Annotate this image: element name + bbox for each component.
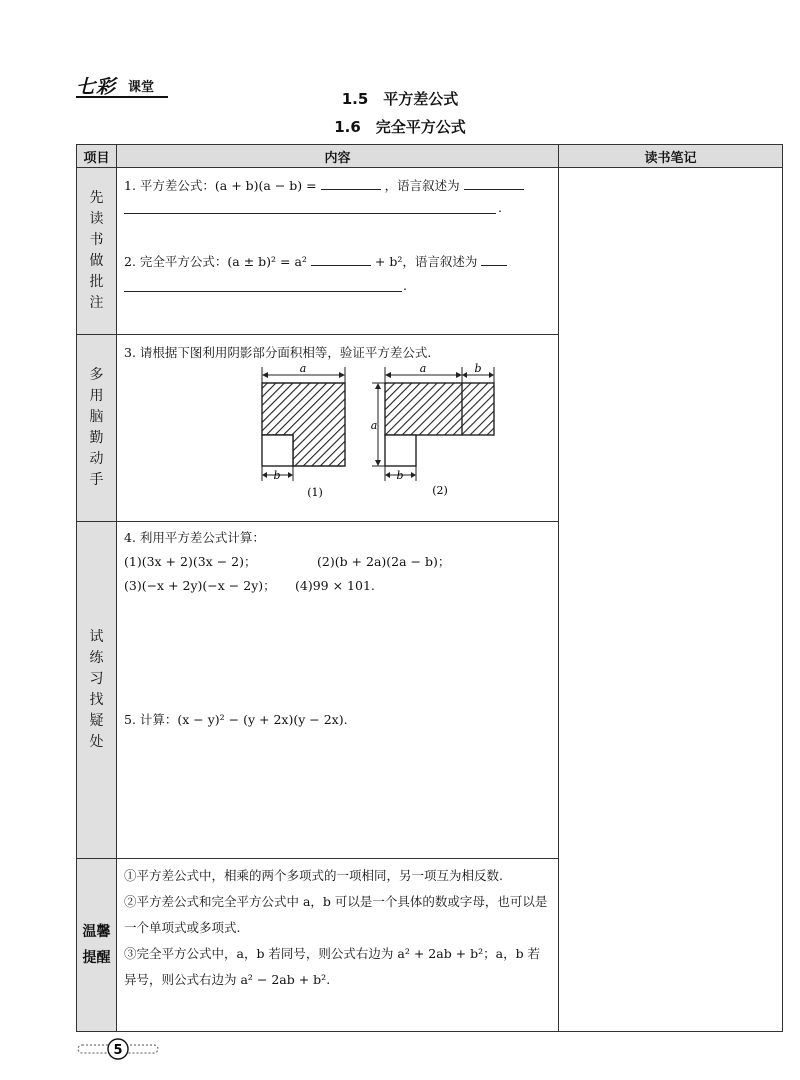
header-content: 内容 bbox=[117, 145, 559, 168]
end-period: . bbox=[403, 278, 407, 293]
area-figure bbox=[117, 363, 559, 513]
end-period: . bbox=[498, 200, 502, 215]
section-title-1: 1.5 平方差公式 bbox=[341, 90, 459, 108]
category-cell bbox=[77, 168, 117, 335]
answer-blank[interactable] bbox=[464, 177, 524, 190]
question-5: 5. 计算：(x − y)² − (y + 2x)(y − 2x). bbox=[124, 712, 348, 727]
answer-blank[interactable] bbox=[481, 253, 507, 266]
question-1-tail: ，语言叙述为 bbox=[384, 178, 460, 193]
header-item: 项目 bbox=[77, 145, 117, 168]
tips-list bbox=[124, 863, 550, 993]
label-a: a bbox=[299, 363, 307, 375]
question-1: 1. 平方差公式：(a + b)(a − b) = bbox=[124, 178, 317, 193]
content-cell bbox=[117, 859, 559, 1032]
figure-2 bbox=[371, 363, 494, 497]
category-cell bbox=[77, 522, 117, 859]
category-label: 试练习 找疑处 bbox=[89, 629, 118, 750]
answer-line[interactable] bbox=[124, 212, 496, 214]
category-cell bbox=[77, 335, 117, 522]
question-3: 3. 请根据下图利用阴影部分面积相等，验证平方差公式. bbox=[124, 345, 432, 360]
label-b: b bbox=[396, 469, 404, 482]
answer-line[interactable] bbox=[124, 290, 402, 292]
question-2-tail: + b²，语言叙述为 bbox=[374, 254, 478, 269]
question-4: 4. 利用平方差公式计算： bbox=[124, 530, 265, 545]
answer-blank[interactable] bbox=[321, 177, 381, 190]
category-label: 先读书 做批注 bbox=[89, 190, 118, 311]
category-cell bbox=[77, 859, 117, 1032]
content-cell bbox=[117, 335, 559, 522]
answer-blank[interactable] bbox=[311, 253, 371, 266]
label-b: b bbox=[273, 469, 281, 482]
page-number: 5 bbox=[113, 1043, 123, 1058]
tip-item: ②平方差公式和完全平方公式中 a，b 可以是一个具体的数或字母，也可以是一个单项式或多项式. bbox=[124, 894, 548, 935]
content-cell bbox=[117, 168, 559, 335]
question-4-2: (2)(b + 2a)(2a − b)； bbox=[317, 554, 451, 569]
figure-label-2: (2) bbox=[432, 484, 448, 497]
notes-cell[interactable] bbox=[559, 168, 783, 1032]
content-cell bbox=[117, 522, 559, 859]
question-4-3: (3)(−x + 2y)(−x − 2y)； bbox=[124, 578, 276, 593]
table-row bbox=[77, 168, 783, 335]
section-title-2: 1.6 完全平方公式 bbox=[334, 118, 466, 136]
brand-main-text: 七彩 bbox=[76, 76, 117, 98]
table-header-row bbox=[77, 145, 783, 168]
header-notes: 读书笔记 bbox=[559, 145, 783, 168]
page-number-badge bbox=[76, 1037, 160, 1061]
question-4-1: (1)(3x + 2)(3x − 2)； bbox=[124, 554, 257, 569]
category-label: 多用脑 勤动手 bbox=[89, 367, 118, 488]
question-2: 2. 完全平方公式：(a ± b)² = a² bbox=[124, 254, 307, 269]
tip-item: ③完全平方公式中，a，b 若同号，则公式右边为 a² + 2ab + b²；a，b 若异号，则公式右边为 a² − 2ab + b². bbox=[124, 946, 541, 987]
question-4-4: (4)99 × 101. bbox=[295, 578, 375, 593]
tip-item: ①平方差公式中，相乘的两个多项式的一项相同，另一项互为相反数. bbox=[124, 868, 503, 883]
category-label: 温馨提醒 bbox=[82, 924, 111, 966]
figure-label-1: (1) bbox=[307, 486, 323, 499]
label-a: a bbox=[419, 363, 427, 375]
label-b: b bbox=[474, 363, 482, 375]
brand-sub-text: 课堂 bbox=[128, 80, 155, 95]
figure-1 bbox=[262, 363, 345, 499]
label-a: a bbox=[370, 419, 378, 432]
study-table bbox=[76, 144, 783, 1032]
